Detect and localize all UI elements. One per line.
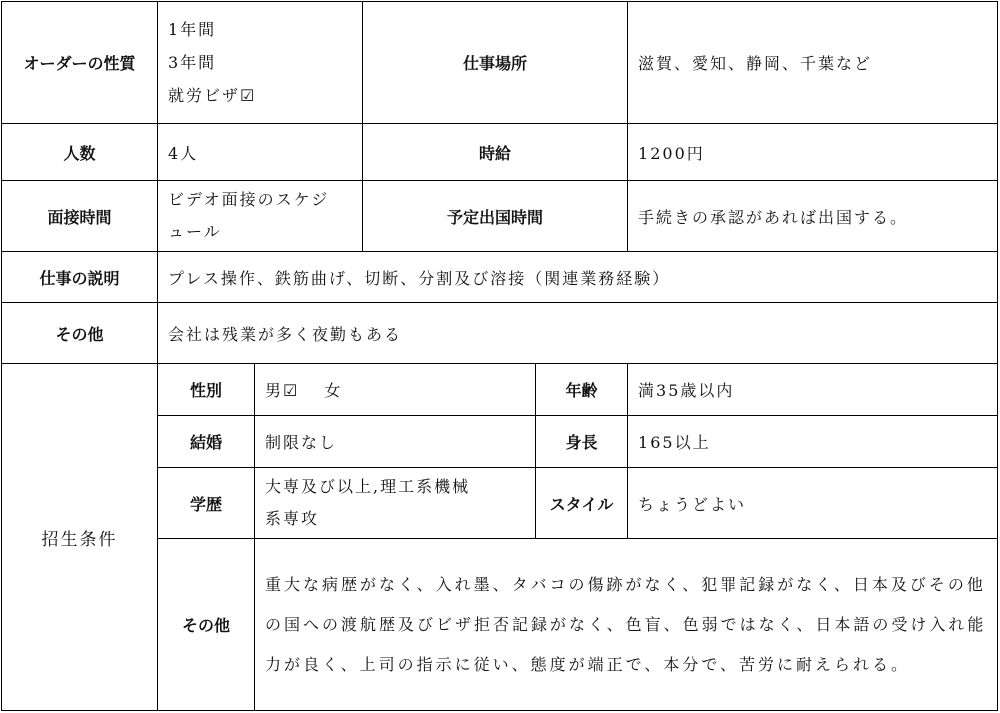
recruit-label: 招生条件 [2, 364, 158, 711]
departure-time-label: 予定出国時間 [363, 181, 628, 252]
other-value: 会社は残業が多く夜勤もある [158, 303, 998, 364]
headcount-value: 4人 [158, 124, 363, 181]
workplace-value: 滋賀、愛知、静岡、千葉など [628, 2, 998, 124]
age-label: 年齢 [536, 364, 628, 416]
row-headcount [2, 124, 998, 181]
hourly-wage-value: 1200円 [628, 124, 998, 181]
order-type-line: 就労ビザ☑ [168, 86, 257, 105]
interview-time-line: ビデオ面接のスケジ [168, 190, 330, 209]
row-interview [2, 181, 998, 252]
row-job-description [2, 252, 998, 303]
interview-time-label: 面接時間 [2, 181, 158, 252]
style-value: ちょうどよい [628, 468, 998, 539]
order-type-line: 1年間 [168, 20, 217, 39]
order-type-label: オーダーの性質 [2, 2, 158, 124]
gender-label: 性別 [158, 364, 255, 416]
recruit-other-label: その他 [158, 539, 255, 711]
education-label: 学歴 [158, 468, 255, 539]
marriage-label: 結婚 [158, 416, 255, 468]
age-value: 満35歳以内 [628, 364, 998, 416]
row-gender-age [2, 364, 998, 416]
recruit-other-value: 重大な病歴がなく、入れ墨、タバコの傷跡がなく、犯罪記録がなく、日本及びその他の国への渡航歴及びビザ拒否記録がなく、色盲、色弱ではなく、日本語の受け入れ能力が良く、上司の指示に従い、態度が端正で、本分で、苦労に耐えられる。 [255, 539, 998, 711]
row-order-type [2, 2, 998, 124]
height-value: 165以上 [628, 416, 998, 468]
row-other [2, 303, 998, 364]
education-value [255, 468, 536, 539]
hourly-wage-label: 時給 [363, 124, 628, 181]
workplace-label: 仕事場所 [363, 2, 628, 124]
job-order-table [1, 1, 998, 711]
headcount-label: 人数 [2, 124, 158, 181]
other-label: その他 [2, 303, 158, 364]
gender-value: 男☑ 女 [255, 364, 536, 416]
order-type-line: 3年間 [168, 53, 217, 72]
style-label: スタイル [536, 468, 628, 539]
interview-time-value [158, 181, 363, 252]
departure-time-value: 手続きの承認があれば出国する。 [628, 181, 998, 252]
interview-time-line: ュール [168, 222, 222, 241]
job-description-label: 仕事の説明 [2, 252, 158, 303]
education-line: 系専攻 [265, 509, 320, 528]
height-label: 身長 [536, 416, 628, 468]
marriage-value: 制限なし [255, 416, 536, 468]
education-line: 大専及び以上,理工系機械 [265, 477, 471, 496]
job-description-value: プレス操作、鉄筋曲げ、切断、分割及び溶接（関連業務経験） [158, 252, 998, 303]
order-type-value [158, 2, 363, 124]
